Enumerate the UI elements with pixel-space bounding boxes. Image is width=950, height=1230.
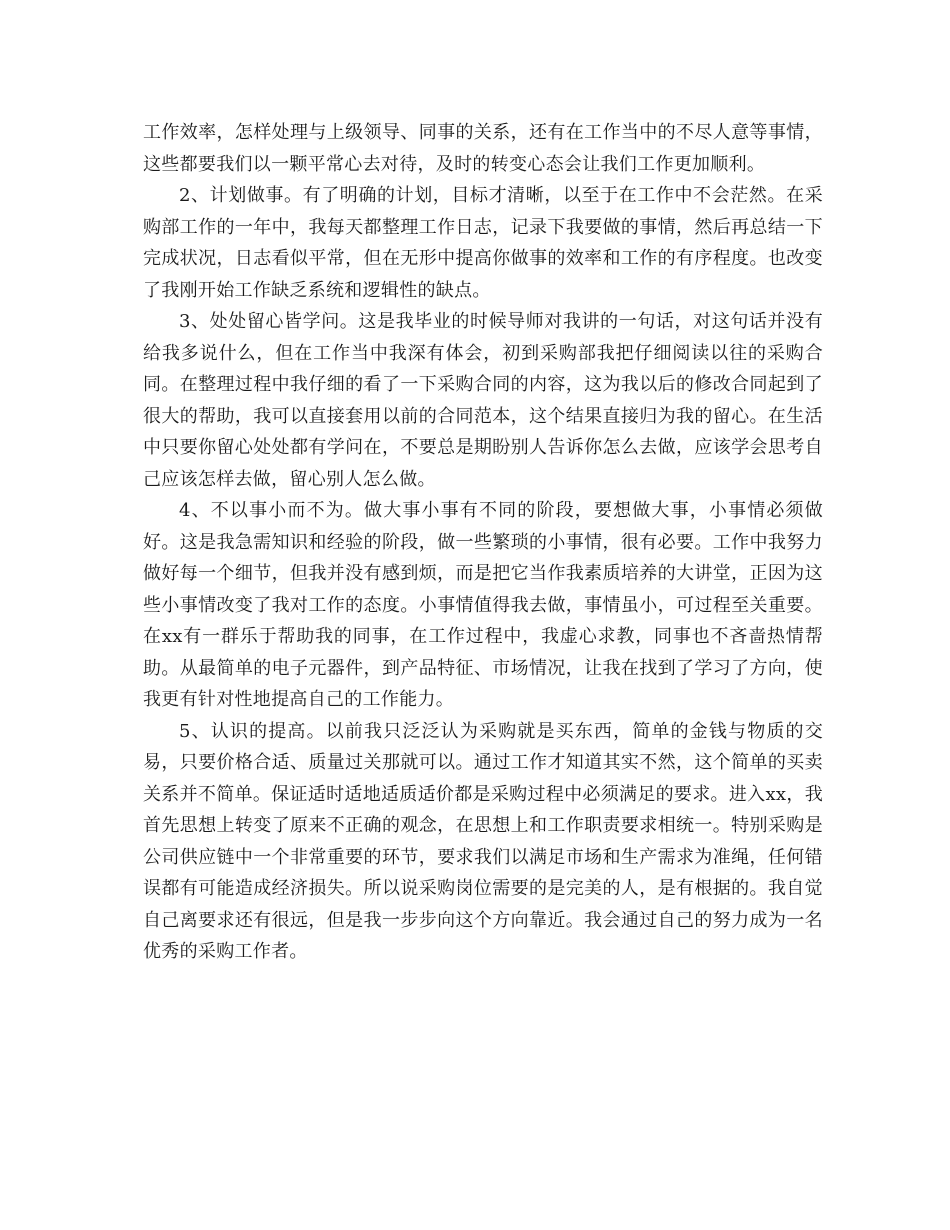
- paragraph-small-things: 4、不以事小而不为。做大事小事有不同的阶段，要想做大事，小事情必须做好。这是我急需知识和经验的阶段，做一些繁琐的小事情，很有必要。工作中我努力做好每一个细节，但我并没有感到烦，而是把它当作我素质培养的大讲堂，正因为这些小事情改变了我对工作的态度。小事情值得我去做，事情虽小，可过程至关重要。在xx有一群乐于帮助我的同事，在工作过程中，我虚心求教，同事也不吝啬热情帮助。从最简单的电子元器件，到产品特征、市场情况，让我在找到了学习了方向，使我更有针对性地提高自己的工作能力。: [143, 500, 823, 710]
- paragraph-continuation: 工作效率，怎样处理与上级领导、同事的关系，还有在工作当中的不尽人意等事情，这些都要我们以一颗平常心去对待，及时的转变心态会让我们工作更加顺利。: [143, 122, 823, 175]
- paragraph-understanding: 5、认识的提高。以前我只泛泛认为采购就是买东西，简单的金钱与物质的交易，只要价格合适、质量过关那就可以。通过工作才知道其实不然，这个简单的买卖关系并不简单。保证适时适地适质适价都是采购过程中必须满足的要求。进入xx，我首先思想上转变了原来不正确的观念，在思想上和工作职责要求相统一。特别采购是公司供应链中一个非常重要的环节，要求我们以满足市场和生产需求为准绳，任何错误都有可能造成经济损失。所以说采购岗位需要的是完美的人，是有根据的。我自觉自己离要求还有很远，但是我一步步向这个方向靠近。我会通过自己的努力成为一名优秀的采购工作者。: [143, 720, 823, 962]
- paragraph-attentive-learning: 3、处处留心皆学问。这是我毕业的时候导师对我讲的一句话，对这句话并没有给我多说什么，但在工作当中我深有体会，初到采购部我把仔细阅读以往的采购合同。在整理过程中我仔细的看了一下采购合同的内容，这为我以后的修改合同起到了很大的帮助，我可以直接套用以前的合同范本，这个结果直接归为我的留心。在生活中只要你留心处处都有学问在，不要总是期盼别人告诉你怎么去做，应该学会思考自己应该怎样去做，留心别人怎么做。: [143, 311, 823, 490]
- document-body: [143, 117, 823, 968]
- paragraph-plan-work: 2、计划做事。有了明确的计划，目标才清晰，以至于在工作中不会茫然。在采购部工作的一年中，我每天都整理工作日志，记录下我要做的事情，然后再总结一下完成状况，日志看似平常，但在无形中提高你做事的效率和工作的有序程度。也改变了我刚开始工作缺乏系统和逻辑性的缺点。: [143, 185, 823, 301]
